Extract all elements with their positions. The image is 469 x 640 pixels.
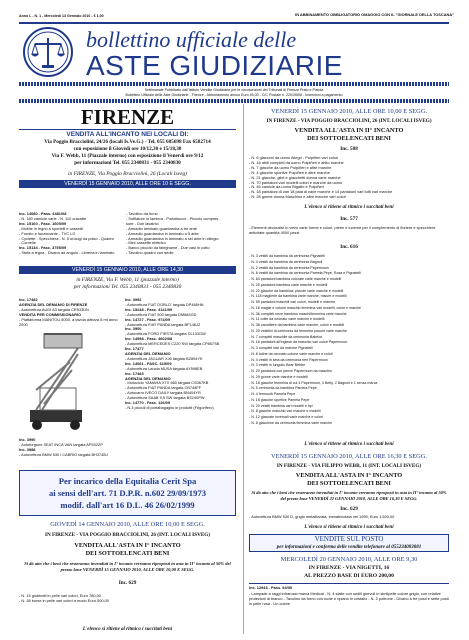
lot-item: - N. 22 giacche da bambina; piccole varie marche e modelli <box>249 288 344 293</box>
lot-17483-item: - Motociclo YAMAHA XTX 660 targata CS067KB <box>125 380 209 386</box>
city-heading: FIRENZE <box>80 105 175 129</box>
wednesday-heading: MERCOLEDÌ 20 GENNAIO 2010, ALLE ORE 9,30 <box>280 556 418 563</box>
lot-item: - N. 20 pantaloni con pence Papermoon da maschio <box>249 369 332 373</box>
lot-item: - N. 16 giacche femmina di cui 4 Papermoon, 3 Betty, 2 Bagnoli e 1 senza marca <box>249 380 378 385</box>
lot-item: - N. 4 fermoulà Pamela Pepe <box>249 392 296 396</box>
lot-15134-items: - Stufa a legna - Divano ad angolo - Libreria in laminato <box>19 250 115 256</box>
location-line: in FIRENZE, Via Poggio Bracciolini, 26 (Locali Isveg) <box>68 171 187 177</box>
right-heading-2: VENERDÌ 15 GENNAIO 2010, ALLE ORE 16,30 E SEGG. <box>270 453 428 460</box>
lot-item: - N. 3 vestiti in lungoliu Bear Bebbe <box>249 363 306 368</box>
thursday-title-1: VENDITA ALL'ASTA IN I° INCANTO <box>74 542 181 549</box>
lot-17483: Inc. 17483 <box>125 370 144 376</box>
lot-17477: Inc. 17477 <box>125 346 144 352</box>
lot-item: - N. 38 canottiere da bambina varie marche, colori e modelli <box>249 323 345 327</box>
lot-15160: Inc. 15160 - Fasc. 1605/09 <box>19 220 67 226</box>
header-top-rule <box>19 22 449 24</box>
lots-block-2 <box>126 212 236 256</box>
thursday-items <box>19 594 236 604</box>
location-line-2a: in FIRENZE, Via F. Webb, 11 (piazzale interno) <box>76 277 179 283</box>
lot-15134: Inc. 15134 - Fasc. 3755/09 <box>19 245 67 251</box>
right-lot-577-items: - Elementi decorativi in vetro varie forme e colori, pietre e lucerne per il complemento di fioriere e specchiere anticitate quantità 4000 pezzi <box>249 225 436 235</box>
lot-item: - N. 28 gonne donna Maschino e altre marche vari colori <box>249 194 346 200</box>
address-line-1: Via Poggio Bracciolini, 24/26 (locali Is.Ve.G.) - Tel. 055 685698 Fax 6582714 <box>44 139 211 145</box>
mid-item: - Armadio guardaroba in laminato a sei ante in ciliegio <box>126 235 219 241</box>
equitalia-line-3: modif. dall'art 16 D.L. 46 26/02/1999 <box>60 500 195 510</box>
lot-item: - N. 4 giacche sportive Polpiñeri e altre marche <box>249 169 330 175</box>
wednesday-location: IN FIRENZE - VIA NIGETTI, 16 <box>308 565 390 571</box>
right-lot-629: Inc. 629 <box>340 506 358 512</box>
lot-item: - N. 7 completi maschile da cerimonia Babelot <box>249 334 323 339</box>
mid-item: - Armadio guardaroba in laminato a 5 ante <box>126 230 199 236</box>
right-lot-577: Inc. 577 <box>340 216 358 222</box>
lot-item: - N. 36 completi neve bambino maschi/femmina varie marche <box>249 311 347 316</box>
lot-14770-item: - N.3 piccoli di portabagaglio in prodotti (Frigorifero) <box>125 404 214 410</box>
lot-item: - N. 4 vestiti in seta da cerimonia neri Papermoon <box>249 357 328 362</box>
scales-of-justice-logo <box>22 26 74 78</box>
right-footer-1: L'elenco si ritiene al ritmico i succitati beni <box>304 205 394 210</box>
right-lot-629-item: - Autovettura BMW 530 D, grigio metallizzata, immatricolata nel 1999, Euro 1.500,00 <box>249 514 395 519</box>
mid-item: - Mini cassette elettrico <box>126 240 166 246</box>
lot-17482: Inc. 17482 <box>19 297 38 302</box>
right-title-2a: VENDITA ALL'ASTA IN I° INCANTO <box>295 472 403 479</box>
right-location-1: IN FIRENZE - VIA POGGIO BRACCIOLINI, 26 (INT. LOCALI ISVEG) <box>266 118 432 124</box>
mid-item: - Armadio laminato guardaroba a tre ante <box>126 225 197 231</box>
lot-3900-item: - Autovettura FORD FIESTA targata DL133GW <box>125 331 206 337</box>
supplement-notice: IN ABBINAMENTO OBBLIGATORIO OMAGGIO CON IL "GIORNALE DELLA TOSCANA" <box>295 12 454 17</box>
lot-14598-item: - Autovettura MERCEDES C220 SW targata CP857SB <box>125 341 220 347</box>
mid-item: sore - Due lavatrici <box>126 220 159 226</box>
issue-info: Anno L - N. 1 - Mercoledì 13 Gennaio 2010 - € 1,00 <box>19 14 104 18</box>
lot-item: - N. 6 giacconi da uomo Allegri - Polpiñeri vari colori <box>249 155 339 160</box>
address-line-4: per informazioni Tel. 055 2340831 - 055 2340830 <box>74 160 181 166</box>
lot-item: - N. 70 pantaloni vari modelli colori e marche da uomo <box>249 179 343 185</box>
thursday-lot: Inc. 629 <box>118 580 137 586</box>
lot-17482-sub: VENDITA PER COMMISSIONARIO <box>19 311 82 317</box>
column-divider <box>243 104 244 634</box>
lot-item: - N. 118 maglierie da bambina varie marche, misure e modelli <box>249 294 347 299</box>
mid-item: - Banco piccolo da falegname - Due vasi in cotto <box>126 245 210 251</box>
right-title-1b: DEI SOTTOELENCATI BENI <box>307 135 391 142</box>
lot-item: - N. 20 vestitini di cerimonia da femmina piccole varie marche <box>249 328 347 333</box>
lot-14061: Inc. 14061 - FASC. 619/09 <box>125 360 172 366</box>
lot-17482-title: AGENZIA DEL DEMANIO DI FIRENZE <box>19 301 88 307</box>
lot-item: - N. 25 pantaloni bambina varie marche e modelli <box>249 282 328 287</box>
masthead-info-1: Settimanale Pubblicato dall'Istituto Vendite Giudiziarie per le circoscrizioni dei Tribunali di Firenze Prato e Pistoia <box>144 88 324 92</box>
date-band-2: VENERDÌ 15 GENNAIO 2010, ALLE ORE 14,30 <box>19 266 236 274</box>
lot-item: - N. 18 pantaloni di vari 18 paia di varie marche e 14 pantaloni vari tutti vari marche <box>249 189 393 195</box>
lot-item: - N. 18 giacche sportive Pamela Pepe <box>249 397 310 402</box>
lot-item: - N. 3 vestiti da bambina da cerimonia Pignatelli <box>249 254 325 258</box>
lot-item: - N. 7 giacche da uomo Polpiñeri e altre marche <box>249 164 332 170</box>
wednesday-lot: Inc. 12943 - Pass. 94/09 <box>249 585 293 590</box>
lot-3992-item: - Autovettura FIAT DOBLO' targata DP488HN <box>125 301 204 307</box>
lot-17482-item-2: - Piattaforma MANITOU 8000, a tavola altezza 8 mt anno 2000 <box>19 316 118 327</box>
masthead-stripe <box>19 82 449 86</box>
lot-14080: Inc. 14080 - Pass. 4481/08 <box>19 211 67 216</box>
lot-item: - N. 18 maglie e cotone maschio femmina vari modelli, colori e marche <box>249 305 362 310</box>
masthead-subtitle: bollettino ufficiale delle <box>86 27 297 52</box>
lot-item: - N. 4 vestiti da bambina da cerimonia Bagnoli <box>249 259 323 264</box>
lot-3988: Inc. 3988 <box>19 446 36 452</box>
lot-3990-item: - Autofurgone SEAT INCA VAN targata AP532ZP <box>19 441 103 447</box>
lot-item: - N. 20 vestiti bambina vari modelli e tipi <box>249 403 313 408</box>
wednesday-price: AL PREZZO BASE DI EURO 200,00 <box>304 573 394 579</box>
mid-item: - Soffiatore in lamiera - Portatrucco - Piccolo compres- <box>126 215 220 221</box>
lot-item: - N. 45 camicie da uomo Bigatto e Polpiñeri <box>249 184 324 190</box>
thursday-footer: L'elenco si ritiene al ritmico i succitati beni <box>82 627 173 632</box>
equitalia-line-2: ai sensi dell'art. 71 D.P.R. n.602 29/09/1973 <box>48 488 206 498</box>
lot-3900: Inc. 3900 <box>125 326 142 332</box>
lot-14727: Inc. 14727 - Fasc. 974/09 <box>125 316 170 322</box>
right-title-1a: VENDITA ALL'ASTA IN II° INCANTO <box>294 127 404 134</box>
lots-block-5 <box>19 438 129 458</box>
right-lot-616: Inc. 616 <box>340 244 358 250</box>
right-lot-616-items <box>249 254 449 427</box>
lot-14727-item: - Autovettura FIAT PANDA targata BF148JZ <box>125 321 201 327</box>
right-note-2: Si dà atto che i beni che resteranno invenduti in I° incanto verranno riproposti in asta in II° incanto al 50% del prezzo base VENERDÌ 22 GENNAIO 2010, ALLE ORE 16,30 E SEGG. <box>251 490 447 501</box>
lot-17483-item: - Autovettura SAAB 9,5 SW targata BS240PW <box>125 395 205 401</box>
lot-item: - N. 11 cotte da neonato varie marche e modelli <box>249 317 325 322</box>
masthead-title: ASTE GIUDIZIARIE <box>86 50 343 81</box>
thursday-note: Si dà atto che i beni che resteranno invenduti in I° incanto verranno riproposti in asta in II° incanto al 50% del prezzo base VENERDÌ 15 GENNAIO 2010, ALLE ORE 10,00 E SEGG. <box>24 561 231 572</box>
lots-block-3 <box>19 298 123 327</box>
lot-item: - N. 8 giacche maschio vari marche e modelli <box>249 409 321 414</box>
right-heading-1: VENERDÌ 15 GENNAIO 2010, ALLE ORE 10,00 E SEGG. <box>270 108 428 115</box>
lot-17483-item: - Autovettura FIAT PANDA targata CB748FF <box>125 385 202 391</box>
location-line-2b: per informazioni Tel. 055 2340831 - 055 2340830 <box>73 284 182 290</box>
mid-item: - Tavolino quadro con sedie <box>126 250 174 256</box>
thursday-heading: GIOVEDÌ 14 GENNAIO 2010, ALLE ORE 10,00 E SEGG. <box>50 521 205 528</box>
lot-14770: Inc. 14770 - Fasc. 126/09 <box>125 400 170 406</box>
address-line-2: con esposizione il Giovedì ore 10/12,30 e 15/18,30 <box>73 146 182 152</box>
lot-15160-item-2: - Fornito e funzionante - TVC LG <box>19 230 76 236</box>
lot-3990: Inc. 3990 <box>19 437 36 442</box>
right-title-2b: DEI SOTTOELENCATI BENI <box>307 480 391 487</box>
lot-item: - N. 18 pantaloni all'inglese da maschio vari colori Papermoon <box>249 340 348 345</box>
lot-item: - N. 6 vestiti da bambina da cerimonia Pamela Pepe, Rosa e Pignatelli <box>249 271 361 276</box>
lot-item: - N. 64 pantaloni bambina colorate varie marche e modelli <box>249 277 342 281</box>
lot-3988-item: - Autovettura BMW 530 i CABRIO targata BH374BJ <box>19 451 108 457</box>
lot-17482-item: - Autovettura AUDI A3 targata CR533DN <box>19 306 89 312</box>
lot-item: - N. 55 pantaloni maschili vari colori, modelli e marche <box>249 300 336 304</box>
lot-3992: Inc. 3992 <box>125 297 142 302</box>
thursday-location: IN FIRENZE - VIA POGGIO BRACCIOLINI, 26 (INT. LOCALI ISVEG) <box>44 532 211 538</box>
on-site-sales-box <box>249 534 449 552</box>
lot-14080-items: - N. 180 camicie varie - N. 110 cravatte <box>19 215 87 221</box>
lot-15160-item-4: - Cornelle <box>19 240 36 246</box>
lot-17483-item: - Autocarro IVECO DAILY targata BN404YR <box>125 390 201 396</box>
thursday-item: - N. 38 borse in pelle vari colori a modo Euro 500,00 <box>19 597 109 603</box>
lot-item: - N. 12 giaccate invernali varie marche e colori <box>249 415 323 419</box>
lot-item: - N. 16 abiti completi da uomo Polpiñeri e abito marche <box>249 159 344 165</box>
left-column <box>19 106 236 188</box>
lot-15248-item: - Autovettura FIAT 500 targata DM683GD <box>125 311 197 317</box>
on-site-sales-title: VENDITE SUL POSTO <box>314 535 384 543</box>
right-lot-588: Inc. 588 <box>340 146 358 152</box>
lot-item: - N. 8 tutine da neonato cotone varie marche e colori <box>249 351 333 356</box>
lots-block-4 <box>125 298 236 411</box>
equitalia-line-1: Per incarico della Equitalia Cerit Spa <box>58 476 197 486</box>
lot-item: - N. 6 giacchine da cerimonia femmina varie marche <box>249 420 333 425</box>
lot-17477-title: AGENZIA DEL DEMANIO <box>125 350 171 356</box>
lot-item: - N. 21 giacche, gilet e giacchetti donna varie marche <box>249 174 341 180</box>
lot-15160-item-1: - Mobile in legno a sportelli e cassetti <box>19 225 83 231</box>
lot-15160-item-3: - Cyclette - Specchiera - N. 5 orologi da polso - Quadro <box>19 235 114 241</box>
right-location-2: IN FIRENZE - VIA FILIPPO WEBB, 11 (INT. LOCALI ISVEG) <box>276 463 422 469</box>
lot-item: - N. 5 cerimonia da bambina Pamela Pepe <box>249 386 317 391</box>
sale-title: VENDITA ALL'INCANTO NEI LOCALI DI: <box>66 131 189 138</box>
aerial-platform-photo <box>22 328 92 432</box>
lot-14061-item: - Autovettura Lancia MUSA targata AY598EB <box>125 365 203 371</box>
right-footer-2: L'elenco si ritiene al ritmico i succitati beni <box>304 442 394 447</box>
thursday-item: - N. 15 giubbotti in pelle vari colori, Euro 780,00 <box>19 593 101 598</box>
wednesday-rule <box>249 583 449 584</box>
lots-block-1 <box>19 212 122 256</box>
equitalia-notice <box>19 470 236 516</box>
on-site-sales-phone: per informazioni e conferma delle vendite telefonare al 055234083081 <box>276 545 422 550</box>
lot-17477-item: - Autovettura JAGUAR XJ6 targata BZ894YE <box>125 355 203 361</box>
mid-item: - Tavolino da fumo <box>126 211 158 216</box>
masthead-info-2: Bollettino Ufficiale delle Aste Giudiziarie - Firenze - Abbonamento annuo Euro 45,00 - C/C Postale n. 22019508 - Inserzioni a pagamento <box>125 93 343 97</box>
address-line-3: Via F. Webb, 11 (Piazzale interno) con esposizione il Venerdì ore 9/12 <box>51 153 204 159</box>
masthead-stripe-bottom <box>19 99 449 103</box>
lot-item: - N. 3 completi kiwi da marche Pignatelli <box>249 346 313 350</box>
lot-item: - N. 2 vestiti da bambina da cerimonia Papermoon <box>249 265 329 270</box>
lot-15248: Inc. 15248 - Fasc. 4141/09 <box>125 306 173 312</box>
lot-17483-title: AGENZIA DEL DEMANIO <box>125 375 171 381</box>
date-band-1: VENERDÌ 15 GENNAIO 2010, ALLE ORE 10 E SEGG. <box>19 180 236 188</box>
lot-item: - N. 29 gonne varie marche e modelli <box>249 374 308 379</box>
thursday-title-2: DEI SOTTOELENCATI BENI <box>85 550 170 557</box>
right-footer-3: L'elenco si ritiene al ritmico i succitati beni <box>304 525 394 530</box>
wednesday-lot-items: - Lampade a raggi infrarossi marca Medical - N. 4 stalle con sedili girevoli in similpelle colore grigio, con relative protezioni di bianco - Tavolino da forno con ruote e ripiano in cristallo - N. 2 poltrone - Divano a tre posti e sette posti in pelle rosa - Un colore <box>249 591 449 606</box>
right-lot-588-items <box>249 156 449 200</box>
lot-14598: Inc. 14598 - Fasc. 4602/08 <box>125 336 173 342</box>
